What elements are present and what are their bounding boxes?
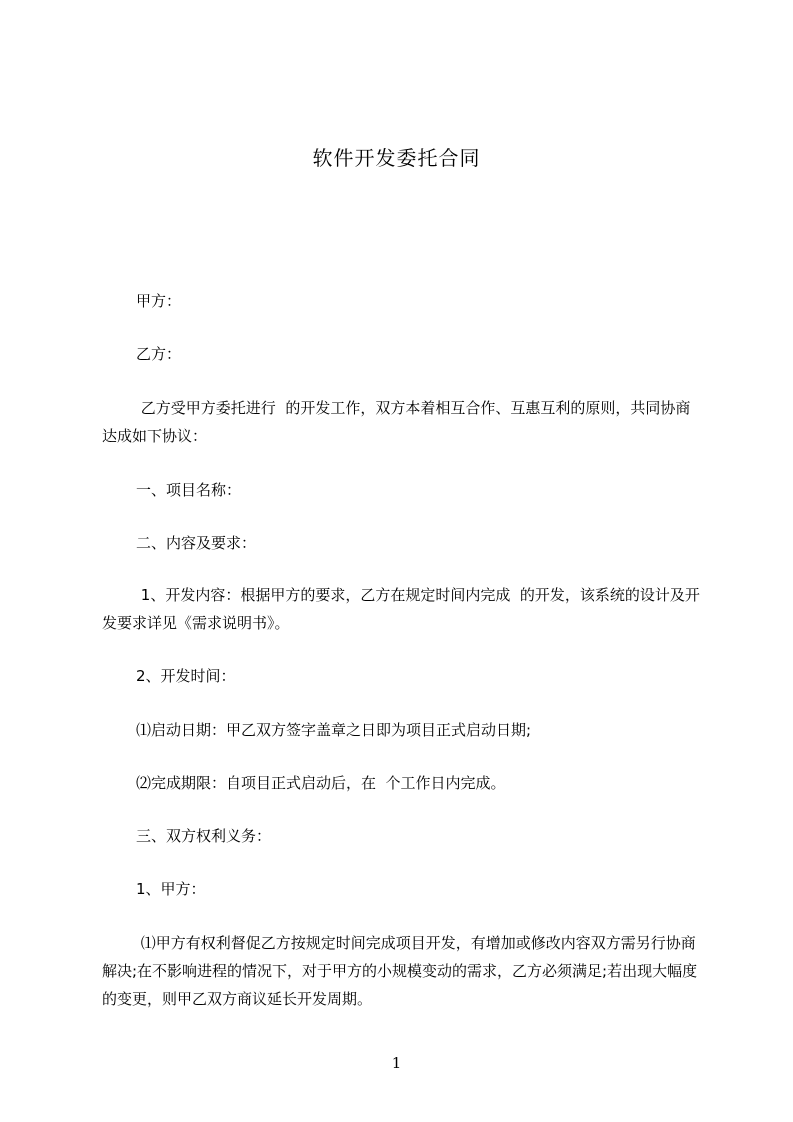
party-a-rights-paragraph: ⑴甲方有权利督促乙方按规定时间完成项目开发，有增加或修改内容双方需另行协商解决;在不影响进程的情况下，对于甲方的小规模变动的需求，乙方必须满足;若出现大幅度的变更，则甲乙双方商议延长开发周期。 [102,934,698,1008]
development-content-paragraph: 1、开发内容：根据甲方的要求，乙方在规定时间内完成 的开发，该系统的设计及开发要求详见《需求说明书》。 [102,586,700,632]
page-number: 1 [391,1054,402,1072]
start-date-item: ⑴启动日期：甲乙双方签字盖章之日即为项目正式启动日期; [136,721,532,739]
party-b-line: 乙方： [136,345,182,363]
section-content-requirements: 二、内容及要求： [136,534,257,552]
document-title: 软件开发委托合同 [312,146,481,170]
section-rights-obligations: 三、双方权利义务： [136,827,272,845]
deadline-item: ⑵完成期限：自项目正式启动后，在 个工作日内完成。 [136,774,506,792]
intro-paragraph: 乙方受甲方委托进行 的开发工作，双方本着相互合作、互惠互利的原则，共同协商达成如下协议： [102,399,691,445]
party-a-line: 甲方： [136,292,182,310]
development-time-heading: 2、开发时间： [136,667,236,685]
section-project-name: 一、项目名称： [136,481,242,499]
party-a-heading: 1、甲方： [136,880,206,898]
